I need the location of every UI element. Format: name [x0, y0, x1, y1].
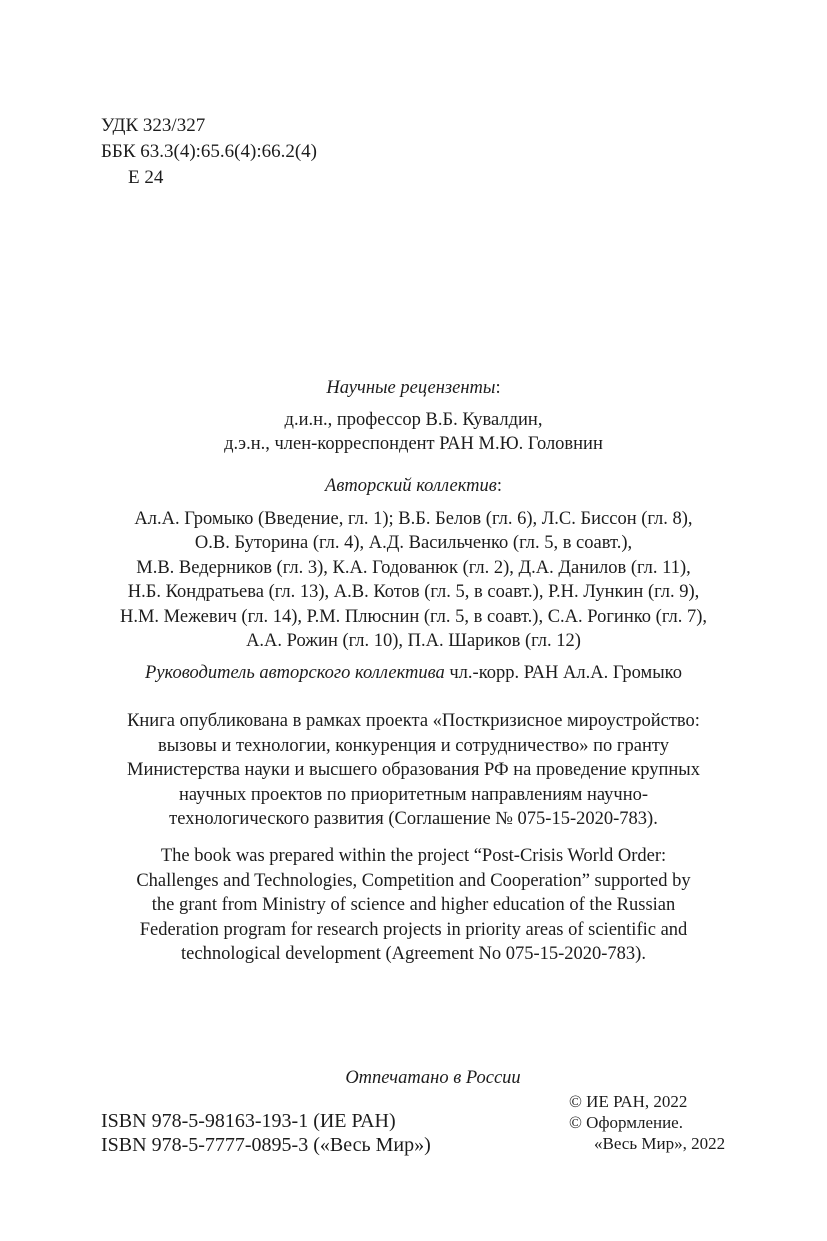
copyright-line: © ИЕ РАН, 2022: [569, 1092, 688, 1111]
grant-ru-line: технологического развития (Соглашение № 075-15-2020-783).: [169, 809, 658, 829]
grant-ru-line: вызовы и технологии, конкуренция и сотрудничество» по гранту: [158, 735, 669, 756]
printed-in-russia: Отпечатано в России: [345, 1068, 521, 1088]
grant-ru-line: Министерства науки и высшего образования РФ на проведение крупных: [127, 760, 700, 780]
grant-note-ru: [90, 709, 737, 832]
authors-line: Н.Б. Кондратьева (гл. 13), А.В. Котов (гл. 5, в соавт.), Р.Н. Лункин (гл. 9),: [127, 582, 700, 602]
reviewers-heading-colon: :: [495, 378, 501, 398]
authors-line: Ал.А. Громыко (Введение, гл. 1); В.Б. Белов (гл. 6), Л.С. Биссон (гл. 8),: [134, 508, 693, 529]
grant-en-line: Federation program for research projects in priority areas of scientific and: [139, 919, 688, 940]
authors-line: О.В. Буторина (гл. 4), А.Д. Васильченко (гл. 5, в соавт.),: [194, 533, 633, 553]
authors-heading-line: [90, 474, 737, 499]
grant-ru-line: научных проектов по приоритетным направлениям научно-: [178, 784, 649, 805]
leader-label: Руководитель авторского коллектива: [145, 663, 445, 683]
authors-heading-colon: :: [496, 476, 502, 496]
copyright-line: «Весь Мир», 2022: [594, 1134, 726, 1153]
isbn-block: [101, 1110, 431, 1157]
authors-line: Н.М. Межевич (гл. 14), Р.М. Плюснин (гл. 5, в соавт.), С.А. Рогинко (гл. 7),: [120, 606, 707, 627]
leader-section: [90, 661, 737, 686]
reviewer-line: д.э.н., член-корреспондент РАН М.Ю. Головнин: [224, 434, 603, 454]
udk-code: УДК 323/327: [101, 115, 206, 136]
reviewers-heading: Научные рецензенты: [326, 378, 496, 398]
grant-en-line: the grant from Ministry of science and higher education of the Russian: [151, 895, 676, 915]
authors-line: А.А. Рожин (гл. 10), П.А. Шариков (гл. 12): [246, 631, 581, 651]
author-mark: Е 24: [128, 167, 164, 188]
classification-codes: [101, 113, 317, 191]
grant-en-line: Challenges and Technologies, Competition and Cooperation” supported by: [136, 870, 691, 891]
reviewer-line: д.и.н., профессор В.Б. Кувалдин,: [284, 409, 543, 430]
authors-heading: Авторский коллектив: [325, 476, 497, 496]
isbn-line: ISBN 978-5-98163-193-1 (ИЕ РАН): [101, 1110, 396, 1132]
authors-section: [90, 474, 737, 654]
copyright-line: © Оформление.: [569, 1113, 683, 1132]
grant-en-line: The book was prepared within the project “Post-Crisis World Order:: [160, 846, 667, 866]
reviewers-section: [90, 376, 737, 457]
reviewers-heading-line: [90, 376, 737, 401]
bbk-code: ББК 63.3(4):65.6(4):66.2(4): [101, 141, 318, 162]
authors-line: М.В. Ведерников (гл. 3), К.А. Годованюк (гл. 2), Д.А. Данилов (гл. 11),: [136, 557, 691, 578]
copyright-block: [569, 1091, 725, 1154]
grant-en-line: technological development (Agreement No 075-15-2020-783).: [181, 944, 646, 964]
leader-line: [90, 661, 737, 686]
leader-name: чл.-корр. РАН Ал.А. Громыко: [444, 663, 682, 683]
isbn-line: ISBN 978-5-7777-0895-3 («Весь Мир»): [101, 1133, 431, 1156]
grant-note-en: [90, 844, 737, 967]
grant-ru-line: Книга опубликована в рамках проекта «Посткризисное мироустройство:: [127, 711, 700, 731]
